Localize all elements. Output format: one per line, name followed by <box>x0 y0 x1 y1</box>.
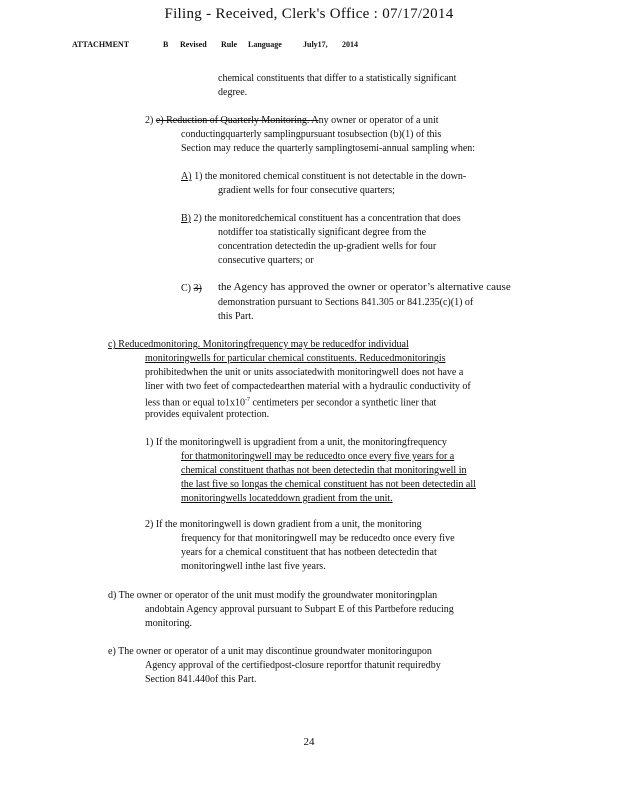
item-c-label: C) <box>181 283 191 294</box>
attachment-letter: B <box>163 40 169 49</box>
section-d-line-2: andobtain Agency approval pursuant to Subpart E of this Partbefore reducing <box>145 604 454 615</box>
section-c-line-6: provides equivalent protection. <box>145 409 270 420</box>
item-2-heading <box>145 114 439 127</box>
attachment-label: ATTACHMENT <box>72 40 130 49</box>
section-c-line-3: prohibitedwhen the unit or units associatedwith monitoringwell does not have a <box>145 367 464 378</box>
section-c-1-line-2: for thatmonitoringwell may be reducedto once every five years for a <box>181 451 455 462</box>
section-d-line-3: monitoring. <box>145 618 192 629</box>
section-e-line-3: Section 841.440of this Part. <box>145 674 257 685</box>
attachment-rule: Rule <box>221 40 237 49</box>
item-b-cont-2: concentration detectedin the up-gradient wells for four <box>218 241 437 252</box>
section-c-1-line-5: monitoringwells locateddown gradient from the unit. <box>181 493 393 504</box>
item-b-cont-1: notdiffer toa statistically significant degree from the <box>218 227 427 238</box>
item-a-cont: gradient wells for four consecutive quarters; <box>218 185 395 196</box>
attachment-revised: Revised <box>180 40 207 49</box>
filing-header: Filing - Received, Clerk's Office : 07/17/2014 <box>164 6 454 22</box>
item-b-label: B) <box>181 213 191 224</box>
section-c-1-line-4: the last five so longas the chemical constituent has not been detectedin all <box>181 479 476 490</box>
item-b-line <box>181 212 461 225</box>
item-2-number: 2) <box>145 115 154 126</box>
section-c-centimeters: centimeters per secondor a synthetic liner that <box>249 397 437 409</box>
section-c-2-line-1: 2) If the monitoringwell is down gradient from a unit, the monitoring <box>145 519 422 530</box>
item-c-cont-1: demonstration pursuant to Sections 841.305 or 841.235(c)(1) of <box>218 297 474 308</box>
section-c-line-2: monitoringwells for particular chemical constituents. Reducedmonitoringis <box>145 353 446 364</box>
intro-line-1: chemical constituents that differ to a statistically significant <box>218 73 457 84</box>
page-number: 24 <box>303 736 315 748</box>
section-c-line-4: liner with two feet of compactedearthen material with a hydraulic conductivity of <box>145 381 471 392</box>
item-2-line-2: Section may reduce the quarterly samplingtosemi-annual sampling when: <box>181 143 476 154</box>
item-b-cont-3: consecutive quarters; or <box>218 255 314 266</box>
item-2-lead: ny owner or operator of a unit <box>318 115 439 126</box>
section-c-1-line-1: 1) If the monitoringwell is upgradient from a unit, the monitoringfrequency <box>145 437 447 448</box>
item-b-text: 2) the monitoredchemical constituent has a concentration that does <box>191 213 461 224</box>
item-a-line <box>181 170 466 183</box>
section-c-1-line-3: chemical constituent thathas not been detectedin that monitoringwell in <box>181 465 467 476</box>
section-c-line-1: c) Reducedmonitoring. Monitoringfrequency may be reducedfor individual <box>108 339 409 350</box>
section-e-line-2: Agency approval of the certifiedpost-closure reportfor thatunit requiredby <box>145 660 441 671</box>
attachment-date: July17, <box>303 40 328 49</box>
intro-line-2: degree. <box>218 87 248 98</box>
section-e-line-1: e) The owner or operator of a unit may discontinue groundwater monitoringupon <box>108 646 432 657</box>
item-2-struck-heading: e) Reduction of Quarterly Monitoring. A <box>155 115 319 126</box>
section-c-2-line-2: frequency for that monitoringwell may be reducedto once every five <box>181 533 455 544</box>
section-d-line-1: d) The owner or operator of the unit must modify the groundwater monitoringplan <box>108 590 438 601</box>
attachment-language: Language <box>248 40 282 49</box>
item-a-text: 1) the monitored chemical constituent is not detectable in the down- <box>191 171 467 182</box>
section-c-less-than: less than or equal to1x10 <box>145 397 245 409</box>
item-c-text: the Agency has approved the owner or operator’s alternative cause <box>218 281 511 293</box>
attachment-year: 2014 <box>342 40 358 49</box>
exponent: -7 <box>244 397 250 403</box>
item-a-label: A) <box>181 171 192 182</box>
item-c-line <box>181 282 202 295</box>
section-c-2-line-3: years for a chemical constituent that has notbeen detectedin that <box>181 547 437 558</box>
item-c-struck: 3) <box>193 283 202 294</box>
section-c-2-line-4: monitoringwell inthe last five years. <box>181 561 326 572</box>
item-2-line-1: conductingquarterly samplingpursuant tosubsection (b)(1) of this <box>181 129 442 140</box>
item-c-cont-2: this Part. <box>218 311 254 322</box>
